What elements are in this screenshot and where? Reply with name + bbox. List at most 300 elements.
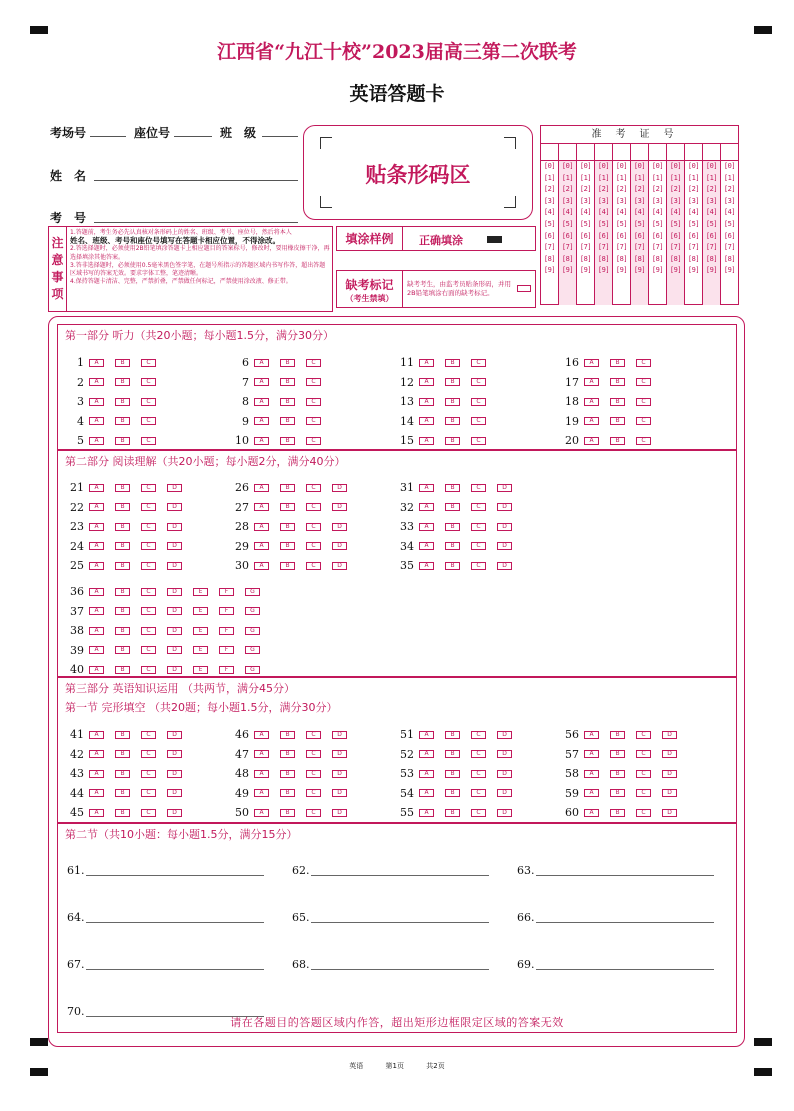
ticket-digit-bubble[interactable]: [0] (669, 162, 682, 170)
ticket-digit-bubble[interactable]: [5] (615, 219, 628, 228)
answer-bubble-d[interactable]: D (332, 484, 347, 492)
fill-blank-answer[interactable] (292, 911, 310, 924)
ticket-digit-bubble[interactable]: [2] (561, 185, 574, 194)
answer-bubble-c[interactable]: C (141, 750, 156, 758)
answer-bubble-b[interactable]: B (115, 523, 130, 531)
answer-bubble-a[interactable]: A (89, 359, 104, 367)
answer-bubble-e[interactable]: E (193, 666, 208, 674)
answer-bubble-a[interactable]: A (254, 417, 269, 425)
ticket-digit-bubble[interactable]: [3] (543, 196, 556, 205)
answer-bubble-a[interactable]: A (89, 398, 104, 406)
answer-bubble-b[interactable]: B (280, 731, 295, 739)
answer-bubble-f[interactable]: F (219, 627, 234, 635)
answer-bubble-b[interactable]: B (610, 398, 625, 406)
ticket-digit-bubble[interactable]: [1] (615, 173, 628, 182)
ticket-digit-write-cell[interactable] (703, 144, 720, 161)
ticket-digit-bubble[interactable]: [7] (579, 243, 592, 252)
answer-bubble-d[interactable]: D (167, 666, 182, 674)
answer-bubble-c[interactable]: C (471, 398, 486, 406)
answer-bubble-a[interactable]: A (254, 809, 269, 817)
ticket-digit-bubble[interactable]: [1] (687, 173, 700, 182)
answer-bubble-a[interactable]: A (584, 417, 599, 425)
answer-bubble-c[interactable]: C (141, 731, 156, 739)
answer-bubble-d[interactable]: D (332, 542, 347, 550)
ticket-digit-bubble[interactable]: [6] (597, 231, 610, 240)
answer-bubble-b[interactable]: B (445, 437, 460, 445)
answer-bubble-b[interactable]: B (280, 417, 295, 425)
answer-bubble-b[interactable]: B (445, 503, 460, 511)
answer-bubble-c[interactable]: C (306, 417, 321, 425)
answer-bubble-a[interactable]: A (584, 378, 599, 386)
answer-bubble-d[interactable]: D (497, 731, 512, 739)
answer-bubble-c[interactable]: C (471, 437, 486, 445)
ticket-digit-bubble[interactable]: [6] (579, 231, 592, 240)
answer-bubble-c[interactable]: C (636, 437, 651, 445)
answer-bubble-a[interactable]: A (584, 770, 599, 778)
answer-bubble-a[interactable]: A (419, 562, 434, 570)
answer-bubble-a[interactable]: A (254, 789, 269, 797)
ticket-digit-bubble[interactable]: [6] (705, 231, 718, 240)
answer-line[interactable] (311, 969, 489, 970)
answer-bubble-b[interactable]: B (610, 378, 625, 386)
answer-bubble-c[interactable]: C (306, 809, 321, 817)
answer-bubble-a[interactable]: A (419, 523, 434, 531)
ticket-digit-bubble[interactable]: [9] (543, 266, 556, 275)
ticket-digit-bubble[interactable]: [5] (669, 219, 682, 228)
answer-bubble-d[interactable]: D (332, 562, 347, 570)
answer-bubble-b[interactable]: B (445, 562, 460, 570)
answer-bubble-b[interactable]: B (280, 503, 295, 511)
answer-bubble-c[interactable]: C (306, 359, 321, 367)
answer-bubble-a[interactable]: A (254, 484, 269, 492)
ticket-digit-bubble[interactable]: [7] (543, 243, 556, 252)
answer-bubble-b[interactable]: B (115, 666, 130, 674)
answer-bubble-a[interactable]: A (254, 523, 269, 531)
answer-bubble-a[interactable]: A (584, 789, 599, 797)
fill-blank-answer[interactable] (67, 911, 85, 924)
answer-bubble-a[interactable]: A (419, 731, 434, 739)
ticket-digit-bubble[interactable]: [9] (651, 266, 664, 275)
ticket-digit-write-cell[interactable] (631, 144, 648, 161)
ticket-digit-bubble[interactable]: [7] (687, 243, 700, 252)
answer-bubble-b[interactable]: B (280, 484, 295, 492)
ticket-digit-bubble[interactable]: [9] (687, 266, 700, 275)
answer-bubble-c[interactable]: C (141, 437, 156, 445)
ticket-digit-bubble[interactable]: [8] (561, 254, 574, 263)
ticket-digit-bubble[interactable]: [3] (705, 196, 718, 205)
ticket-digit-bubble[interactable]: [0] (579, 162, 592, 170)
ticket-digit-bubble[interactable]: [1] (633, 173, 646, 182)
answer-bubble-f[interactable]: F (219, 607, 234, 615)
answer-bubble-e[interactable]: E (193, 607, 208, 615)
answer-bubble-c[interactable]: C (141, 646, 156, 654)
answer-bubble-a[interactable]: A (89, 484, 104, 492)
answer-bubble-c[interactable]: C (471, 484, 486, 492)
ticket-digit-bubble[interactable]: [0] (543, 162, 556, 170)
answer-bubble-a[interactable]: A (419, 378, 434, 386)
ticket-digit-bubble[interactable]: [2] (579, 185, 592, 194)
answer-bubble-a[interactable]: A (89, 523, 104, 531)
answer-bubble-a[interactable]: A (419, 789, 434, 797)
ticket-digit-bubble[interactable]: [7] (705, 243, 718, 252)
answer-bubble-c[interactable]: C (471, 770, 486, 778)
ticket-digit-bubble[interactable]: [7] (561, 243, 574, 252)
ticket-digit-bubble[interactable]: [2] (705, 185, 718, 194)
ticket-digit-bubble[interactable]: [5] (561, 219, 574, 228)
ticket-digit-bubble[interactable]: [4] (723, 208, 736, 217)
answer-bubble-d[interactable]: D (167, 562, 182, 570)
answer-bubble-b[interactable]: B (610, 770, 625, 778)
answer-bubble-d[interactable]: D (167, 523, 182, 531)
ticket-digit-bubble[interactable]: [1] (723, 173, 736, 182)
answer-bubble-d[interactable]: D (167, 503, 182, 511)
ticket-digit-bubble[interactable]: [1] (651, 173, 664, 182)
answer-bubble-d[interactable]: D (332, 750, 347, 758)
answer-bubble-c[interactable]: C (306, 523, 321, 531)
answer-bubble-c[interactable]: C (636, 789, 651, 797)
answer-bubble-a[interactable]: A (419, 750, 434, 758)
ticket-digit-bubble[interactable]: [0] (615, 162, 628, 170)
answer-bubble-b[interactable]: B (115, 750, 130, 758)
ticket-digit-bubble[interactable]: [4] (669, 208, 682, 217)
answer-bubble-c[interactable]: C (141, 789, 156, 797)
answer-bubble-d[interactable]: D (167, 627, 182, 635)
answer-bubble-c[interactable]: C (471, 731, 486, 739)
answer-bubble-b[interactable]: B (445, 731, 460, 739)
ticket-digit-bubble[interactable]: [8] (543, 254, 556, 263)
ticket-digit-bubble[interactable]: [6] (723, 231, 736, 240)
ticket-digit-bubble[interactable]: [4] (633, 208, 646, 217)
answer-bubble-c[interactable]: C (141, 503, 156, 511)
seat-field[interactable] (174, 136, 212, 137)
answer-bubble-c[interactable]: C (141, 627, 156, 635)
answer-bubble-a[interactable]: A (89, 542, 104, 550)
ticket-digit-bubble[interactable]: [5] (651, 219, 664, 228)
answer-bubble-a[interactable]: A (89, 646, 104, 654)
answer-bubble-d[interactable]: D (497, 503, 512, 511)
ticket-digit-bubble[interactable]: [8] (615, 254, 628, 263)
ticket-digit-bubble[interactable]: [8] (579, 254, 592, 263)
exam-number-field[interactable] (94, 222, 298, 223)
answer-bubble-b[interactable]: B (445, 398, 460, 406)
answer-bubble-b[interactable]: B (280, 437, 295, 445)
answer-bubble-d[interactable]: D (497, 750, 512, 758)
ticket-digit-bubble[interactable]: [3] (579, 196, 592, 205)
answer-bubble-a[interactable]: A (254, 562, 269, 570)
answer-bubble-a[interactable]: A (89, 731, 104, 739)
ticket-digit-write-cell[interactable] (613, 144, 630, 161)
class-field[interactable] (262, 136, 298, 137)
ticket-digit-bubble[interactable]: [1] (597, 173, 610, 182)
answer-bubble-f[interactable]: F (219, 666, 234, 674)
answer-bubble-a[interactable]: A (89, 417, 104, 425)
answer-bubble-b[interactable]: B (115, 731, 130, 739)
answer-bubble-a[interactable]: A (89, 607, 104, 615)
answer-bubble-a[interactable]: A (89, 789, 104, 797)
answer-bubble-a[interactable]: A (254, 398, 269, 406)
answer-bubble-c[interactable]: C (306, 398, 321, 406)
ticket-digit-bubble[interactable]: [4] (651, 208, 664, 217)
answer-bubble-b[interactable]: B (280, 562, 295, 570)
answer-bubble-b[interactable]: B (445, 417, 460, 425)
answer-bubble-c[interactable]: C (306, 750, 321, 758)
answer-bubble-a[interactable]: A (254, 770, 269, 778)
ticket-digit-write-cell[interactable] (685, 144, 702, 161)
answer-bubble-c[interactable]: C (141, 378, 156, 386)
answer-bubble-b[interactable]: B (115, 770, 130, 778)
answer-bubble-b[interactable]: B (280, 750, 295, 758)
answer-bubble-b[interactable]: B (280, 789, 295, 797)
answer-bubble-b[interactable]: B (280, 359, 295, 367)
answer-bubble-c[interactable]: C (471, 359, 486, 367)
answer-bubble-a[interactable]: A (254, 378, 269, 386)
answer-bubble-d[interactable]: D (167, 542, 182, 550)
answer-bubble-b[interactable]: B (280, 523, 295, 531)
answer-bubble-d[interactable]: D (167, 770, 182, 778)
answer-bubble-g[interactable]: G (245, 607, 260, 615)
answer-bubble-c[interactable]: C (636, 417, 651, 425)
answer-bubble-b[interactable]: B (115, 588, 130, 596)
ticket-digit-bubble[interactable]: [1] (543, 173, 556, 182)
ticket-digit-bubble[interactable]: [4] (543, 208, 556, 217)
ticket-digit-bubble[interactable]: [5] (705, 219, 718, 228)
answer-bubble-c[interactable]: C (306, 484, 321, 492)
answer-bubble-a[interactable]: A (419, 359, 434, 367)
answer-bubble-a[interactable]: A (419, 398, 434, 406)
answer-bubble-a[interactable]: A (89, 627, 104, 635)
answer-bubble-c[interactable]: C (471, 378, 486, 386)
ticket-digit-bubble[interactable]: [8] (723, 254, 736, 263)
answer-line[interactable] (536, 875, 714, 876)
ticket-digit-bubble[interactable]: [8] (633, 254, 646, 263)
ticket-digit-bubble[interactable]: [3] (633, 196, 646, 205)
answer-bubble-b[interactable]: B (115, 646, 130, 654)
answer-bubble-c[interactable]: C (636, 359, 651, 367)
ticket-digit-bubble[interactable]: [3] (561, 196, 574, 205)
answer-line[interactable] (86, 875, 264, 876)
answer-bubble-c[interactable]: C (141, 484, 156, 492)
answer-bubble-e[interactable]: E (193, 588, 208, 596)
ticket-digit-bubble[interactable]: [2] (669, 185, 682, 194)
answer-bubble-c[interactable]: C (141, 523, 156, 531)
answer-bubble-b[interactable]: B (115, 378, 130, 386)
answer-bubble-c[interactable]: C (636, 378, 651, 386)
answer-bubble-c[interactable]: C (306, 378, 321, 386)
ticket-digit-bubble[interactable]: [9] (615, 266, 628, 275)
answer-bubble-d[interactable]: D (497, 484, 512, 492)
ticket-digit-bubble[interactable]: [0] (705, 162, 718, 170)
answer-bubble-c[interactable]: C (471, 542, 486, 550)
answer-bubble-b[interactable]: B (610, 750, 625, 758)
answer-bubble-c[interactable]: C (141, 359, 156, 367)
ticket-digit-bubble[interactable]: [1] (669, 173, 682, 182)
answer-bubble-b[interactable]: B (610, 359, 625, 367)
answer-bubble-a[interactable]: A (419, 417, 434, 425)
answer-bubble-a[interactable]: A (584, 750, 599, 758)
fill-blank-answer[interactable] (292, 864, 310, 877)
fill-blank-answer[interactable] (67, 958, 85, 971)
answer-bubble-d[interactable]: D (167, 731, 182, 739)
answer-bubble-c[interactable]: C (141, 666, 156, 674)
answer-line[interactable] (311, 875, 489, 876)
answer-bubble-b[interactable]: B (115, 789, 130, 797)
answer-bubble-c[interactable]: C (306, 770, 321, 778)
answer-bubble-c[interactable]: C (306, 542, 321, 550)
ticket-digit-bubble[interactable]: [4] (561, 208, 574, 217)
answer-bubble-g[interactable]: G (245, 666, 260, 674)
ticket-digit-bubble[interactable]: [5] (579, 219, 592, 228)
answer-bubble-e[interactable]: E (193, 646, 208, 654)
ticket-digit-bubble[interactable]: [3] (723, 196, 736, 205)
answer-bubble-a[interactable]: A (584, 359, 599, 367)
ticket-digit-bubble[interactable]: [3] (651, 196, 664, 205)
ticket-digit-bubble[interactable]: [0] (597, 162, 610, 170)
ticket-digit-bubble[interactable]: [9] (705, 266, 718, 275)
ticket-digit-bubble[interactable]: [9] (633, 266, 646, 275)
ticket-digit-bubble[interactable]: [3] (597, 196, 610, 205)
answer-bubble-a[interactable]: A (89, 770, 104, 778)
answer-bubble-d[interactable]: D (497, 562, 512, 570)
answer-bubble-b[interactable]: B (610, 789, 625, 797)
answer-bubble-a[interactable]: A (254, 542, 269, 550)
ticket-digit-write-cell[interactable] (595, 144, 612, 161)
answer-bubble-g[interactable]: G (245, 588, 260, 596)
answer-bubble-a[interactable]: A (419, 542, 434, 550)
answer-bubble-b[interactable]: B (280, 378, 295, 386)
answer-bubble-d[interactable]: D (497, 789, 512, 797)
answer-bubble-c[interactable]: C (471, 562, 486, 570)
answer-bubble-b[interactable]: B (115, 627, 130, 635)
ticket-digit-bubble[interactable]: [9] (669, 266, 682, 275)
ticket-digit-bubble[interactable]: [6] (561, 231, 574, 240)
answer-bubble-b[interactable]: B (115, 359, 130, 367)
ticket-digit-bubble[interactable]: [4] (687, 208, 700, 217)
ticket-digit-write-cell[interactable] (541, 144, 558, 161)
answer-line[interactable] (536, 922, 714, 923)
answer-bubble-d[interactable]: D (662, 731, 677, 739)
ticket-digit-bubble[interactable]: [3] (669, 196, 682, 205)
answer-bubble-c[interactable]: C (306, 789, 321, 797)
answer-line[interactable] (311, 922, 489, 923)
ticket-digit-bubble[interactable]: [8] (669, 254, 682, 263)
answer-bubble-a[interactable]: A (254, 359, 269, 367)
answer-bubble-d[interactable]: D (332, 770, 347, 778)
answer-bubble-c[interactable]: C (636, 770, 651, 778)
answer-bubble-f[interactable]: F (219, 646, 234, 654)
ticket-digit-bubble[interactable]: [6] (651, 231, 664, 240)
answer-bubble-d[interactable]: D (332, 809, 347, 817)
answer-bubble-a[interactable]: A (584, 731, 599, 739)
answer-bubble-b[interactable]: B (610, 437, 625, 445)
answer-bubble-b[interactable]: B (115, 562, 130, 570)
answer-bubble-c[interactable]: C (306, 437, 321, 445)
ticket-digit-bubble[interactable]: [5] (543, 219, 556, 228)
answer-bubble-b[interactable]: B (610, 809, 625, 817)
answer-bubble-a[interactable]: A (89, 378, 104, 386)
ticket-digit-bubble[interactable]: [7] (633, 243, 646, 252)
answer-line[interactable] (536, 969, 714, 970)
ticket-digit-bubble[interactable]: [2] (615, 185, 628, 194)
answer-bubble-c[interactable]: C (141, 588, 156, 596)
answer-bubble-b[interactable]: B (115, 607, 130, 615)
ticket-digit-bubble[interactable]: [2] (687, 185, 700, 194)
ticket-digit-bubble[interactable]: [7] (669, 243, 682, 252)
ticket-digit-bubble[interactable]: [6] (633, 231, 646, 240)
answer-bubble-c[interactable]: C (636, 398, 651, 406)
answer-bubble-a[interactable]: A (419, 437, 434, 445)
ticket-digit-bubble[interactable]: [8] (687, 254, 700, 263)
ticket-digit-write-cell[interactable] (559, 144, 576, 161)
ticket-digit-bubble[interactable]: [7] (651, 243, 664, 252)
answer-bubble-d[interactable]: D (662, 789, 677, 797)
answer-bubble-b[interactable]: B (115, 398, 130, 406)
ticket-digit-bubble[interactable]: [5] (597, 219, 610, 228)
ticket-digit-bubble[interactable]: [2] (651, 185, 664, 194)
ticket-digit-bubble[interactable]: [1] (705, 173, 718, 182)
answer-bubble-b[interactable]: B (115, 809, 130, 817)
answer-bubble-d[interactable]: D (332, 523, 347, 531)
ticket-digit-bubble[interactable]: [0] (723, 162, 736, 170)
ticket-digit-bubble[interactable]: [0] (633, 162, 646, 170)
answer-bubble-c[interactable]: C (636, 750, 651, 758)
ticket-digit-bubble[interactable]: [9] (579, 266, 592, 275)
answer-bubble-b[interactable]: B (115, 542, 130, 550)
answer-bubble-b[interactable]: B (445, 542, 460, 550)
answer-bubble-b[interactable]: B (445, 750, 460, 758)
answer-bubble-a[interactable]: A (584, 437, 599, 445)
answer-bubble-e[interactable]: E (193, 627, 208, 635)
ticket-digit-bubble[interactable]: [9] (597, 266, 610, 275)
answer-bubble-a[interactable]: A (419, 770, 434, 778)
ticket-digit-bubble[interactable]: [5] (687, 219, 700, 228)
answer-bubble-b[interactable]: B (610, 417, 625, 425)
answer-bubble-d[interactable]: D (662, 750, 677, 758)
answer-bubble-a[interactable]: A (89, 562, 104, 570)
ticket-digit-bubble[interactable]: [6] (669, 231, 682, 240)
answer-bubble-c[interactable]: C (141, 770, 156, 778)
answer-bubble-d[interactable]: D (662, 770, 677, 778)
answer-bubble-c[interactable]: C (471, 809, 486, 817)
ticket-digit-bubble[interactable]: [1] (561, 173, 574, 182)
ticket-digit-bubble[interactable]: [3] (687, 196, 700, 205)
answer-bubble-c[interactable]: C (141, 542, 156, 550)
fill-blank-answer[interactable] (517, 958, 535, 971)
answer-bubble-b[interactable]: B (280, 542, 295, 550)
ticket-digit-write-cell[interactable] (649, 144, 666, 161)
ticket-digit-bubble[interactable]: [5] (633, 219, 646, 228)
answer-bubble-b[interactable]: B (445, 523, 460, 531)
answer-bubble-c[interactable]: C (471, 789, 486, 797)
answer-bubble-b[interactable]: B (115, 417, 130, 425)
answer-bubble-a[interactable]: A (584, 809, 599, 817)
answer-bubble-b[interactable]: B (445, 809, 460, 817)
answer-bubble-b[interactable]: B (445, 484, 460, 492)
answer-bubble-c[interactable]: C (471, 503, 486, 511)
answer-bubble-a[interactable]: A (254, 503, 269, 511)
ticket-digit-bubble[interactable]: [2] (633, 185, 646, 194)
answer-bubble-a[interactable]: A (89, 503, 104, 511)
answer-bubble-b[interactable]: B (115, 503, 130, 511)
answer-bubble-d[interactable]: D (497, 809, 512, 817)
ticket-digit-bubble[interactable]: [8] (705, 254, 718, 263)
answer-bubble-c[interactable]: C (636, 731, 651, 739)
answer-bubble-b[interactable]: B (445, 789, 460, 797)
answer-bubble-b[interactable]: B (610, 731, 625, 739)
ticket-digit-bubble[interactable]: [0] (561, 162, 574, 170)
answer-bubble-d[interactable]: D (167, 607, 182, 615)
answer-bubble-f[interactable]: F (219, 588, 234, 596)
answer-line[interactable] (86, 922, 264, 923)
